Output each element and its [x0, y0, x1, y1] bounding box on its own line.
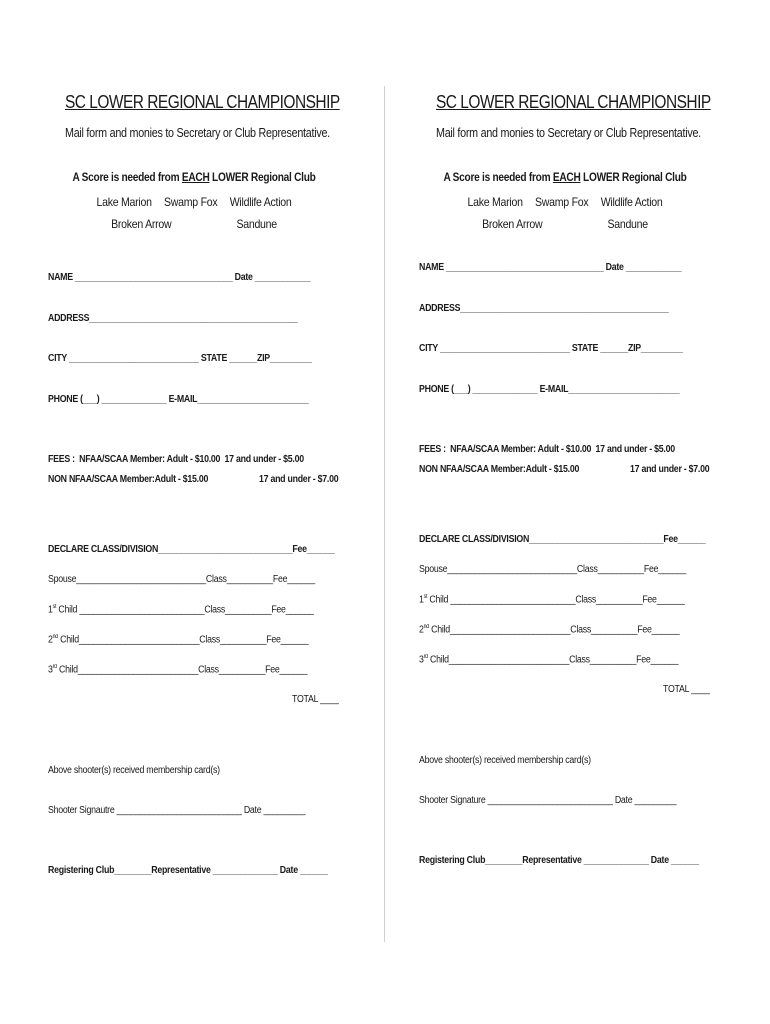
club-list-row-1 — [62, 195, 326, 209]
club-sandune: Sandune — [607, 217, 648, 231]
score-notice — [433, 172, 697, 184]
total-field[interactable]: TOTAL ____ — [292, 694, 339, 705]
club-sandune: Sandune — [236, 217, 277, 231]
address-field[interactable]: ADDRESS_____________________________________________ — [419, 303, 669, 314]
address-field[interactable]: ADDRESS_____________________________________________ — [48, 313, 298, 324]
fees-member: FEES : NFAA/SCAA Member: Adult - $10.00 17 and under - $5.00 — [48, 454, 304, 465]
child2-suffix: nd — [52, 634, 58, 640]
city-state-zip-field[interactable]: CITY ____________________________ STATE ______ZIP_________ — [419, 343, 683, 354]
child1-line: Child ___________________________Class__________Fee______ — [56, 604, 314, 616]
registration-form-right — [415, 0, 715, 1024]
child3-suffix: rd — [52, 664, 57, 670]
membership-card-note: Above shooter(s) received membership card(s) — [48, 765, 220, 776]
registering-club-field[interactable]: Registering Club________Representative ______________ Date ______ — [48, 865, 328, 876]
child3-line: Child__________________________Class__________Fee______ — [56, 664, 308, 676]
child3-ordinal: 3 — [419, 654, 424, 666]
child1-ordinal: 1 — [48, 604, 53, 616]
score-notice-pre: A Score is needed from — [443, 172, 553, 184]
club-wildlife-action: Wildlife Action — [229, 195, 292, 209]
child1-line: Child ___________________________Class__________Fee______ — [427, 594, 685, 606]
total-field[interactable]: TOTAL ____ — [663, 684, 710, 695]
fees-non-member: NON NFAA/SCAA Member:Adult - $15.00 — [419, 464, 580, 475]
club-broken-arrow: Broken Arrow — [482, 217, 543, 231]
fees-non-member: NON NFAA/SCAA Member:Adult - $15.00 — [48, 474, 209, 485]
declare-class-field[interactable]: DECLARE CLASS/DIVISION_____________________________Fee______ — [419, 534, 706, 545]
score-notice-post: LOWER Regional Club — [580, 172, 687, 184]
page-divider — [384, 86, 385, 942]
club-list-row-2 — [62, 217, 326, 231]
city-state-zip-field[interactable]: CITY ____________________________ STATE ______ZIP_________ — [48, 353, 312, 364]
child2-field[interactable] — [48, 634, 308, 645]
child2-line: Child__________________________Class__________Fee______ — [428, 624, 680, 636]
child2-suffix: nd — [423, 624, 429, 630]
name-date-field[interactable]: NAME __________________________________ Date ____________ — [48, 272, 311, 283]
club-swamp-fox: Swamp Fox — [164, 195, 218, 209]
registration-form-left — [44, 0, 344, 1024]
child3-suffix: rd — [423, 654, 428, 660]
club-list-row-2 — [433, 217, 697, 231]
score-notice-pre: A Score is needed from — [72, 172, 182, 184]
club-lake-marion: Lake Marion — [96, 195, 152, 209]
declare-class-field[interactable]: DECLARE CLASS/DIVISION_____________________________Fee______ — [48, 544, 335, 555]
child2-ordinal: 2 — [48, 634, 53, 646]
child2-line: Child__________________________Class__________Fee______ — [57, 634, 309, 646]
club-lake-marion: Lake Marion — [467, 195, 523, 209]
form-subtitle: Mail form and monies to Secretary or Club Representative. — [65, 126, 330, 140]
child1-field[interactable] — [48, 604, 313, 615]
child1-field[interactable] — [419, 594, 684, 605]
score-notice — [62, 172, 326, 184]
club-wildlife-action: Wildlife Action — [600, 195, 663, 209]
spouse-field[interactable]: Spouse____________________________Class__________Fee______ — [48, 574, 316, 585]
club-list-row-1 — [433, 195, 697, 209]
spouse-field[interactable]: Spouse____________________________Class__________Fee______ — [419, 564, 687, 575]
child2-field[interactable] — [419, 624, 679, 635]
score-notice-post: LOWER Regional Club — [209, 172, 316, 184]
child1-suffix: st — [52, 604, 57, 610]
child3-ordinal: 3 — [48, 664, 53, 676]
score-notice-each: EACH — [181, 172, 210, 184]
child2-ordinal: 2 — [419, 624, 424, 636]
club-swamp-fox: Swamp Fox — [535, 195, 589, 209]
registering-club-field[interactable]: Registering Club________Representative ______________ Date ______ — [419, 855, 699, 866]
child3-field[interactable] — [48, 664, 307, 675]
form-title: SC LOWER REGIONAL CHAMPIONSHIP — [65, 92, 340, 112]
name-date-field[interactable]: NAME __________________________________ Date ____________ — [419, 262, 682, 273]
child1-ordinal: 1 — [419, 594, 424, 606]
child3-field[interactable] — [419, 654, 678, 665]
form-title: SC LOWER REGIONAL CHAMPIONSHIP — [436, 92, 711, 112]
child1-suffix: st — [423, 594, 428, 600]
fees-member: FEES : NFAA/SCAA Member: Adult - $10.00 17 and under - $5.00 — [419, 444, 675, 455]
score-notice-each: EACH — [552, 172, 581, 184]
fees-non-member-youth: 17 and under - $7.00 — [259, 474, 339, 485]
membership-card-note: Above shooter(s) received membership card(s) — [419, 755, 591, 766]
club-broken-arrow: Broken Arrow — [111, 217, 172, 231]
form-subtitle: Mail form and monies to Secretary or Club Representative. — [436, 126, 701, 140]
shooter-signature-field[interactable]: Shooter Signautre ___________________________ Date _________ — [48, 805, 306, 816]
child3-line: Child__________________________Class__________Fee______ — [427, 654, 679, 666]
fees-non-member-youth: 17 and under - $7.00 — [630, 464, 710, 475]
phone-email-field[interactable]: PHONE (___) ______________ E-MAIL________________________ — [48, 394, 309, 405]
shooter-signature-field[interactable]: Shooter Signature ___________________________ Date _________ — [419, 795, 677, 806]
phone-email-field[interactable]: PHONE (___) ______________ E-MAIL________________________ — [419, 384, 680, 395]
